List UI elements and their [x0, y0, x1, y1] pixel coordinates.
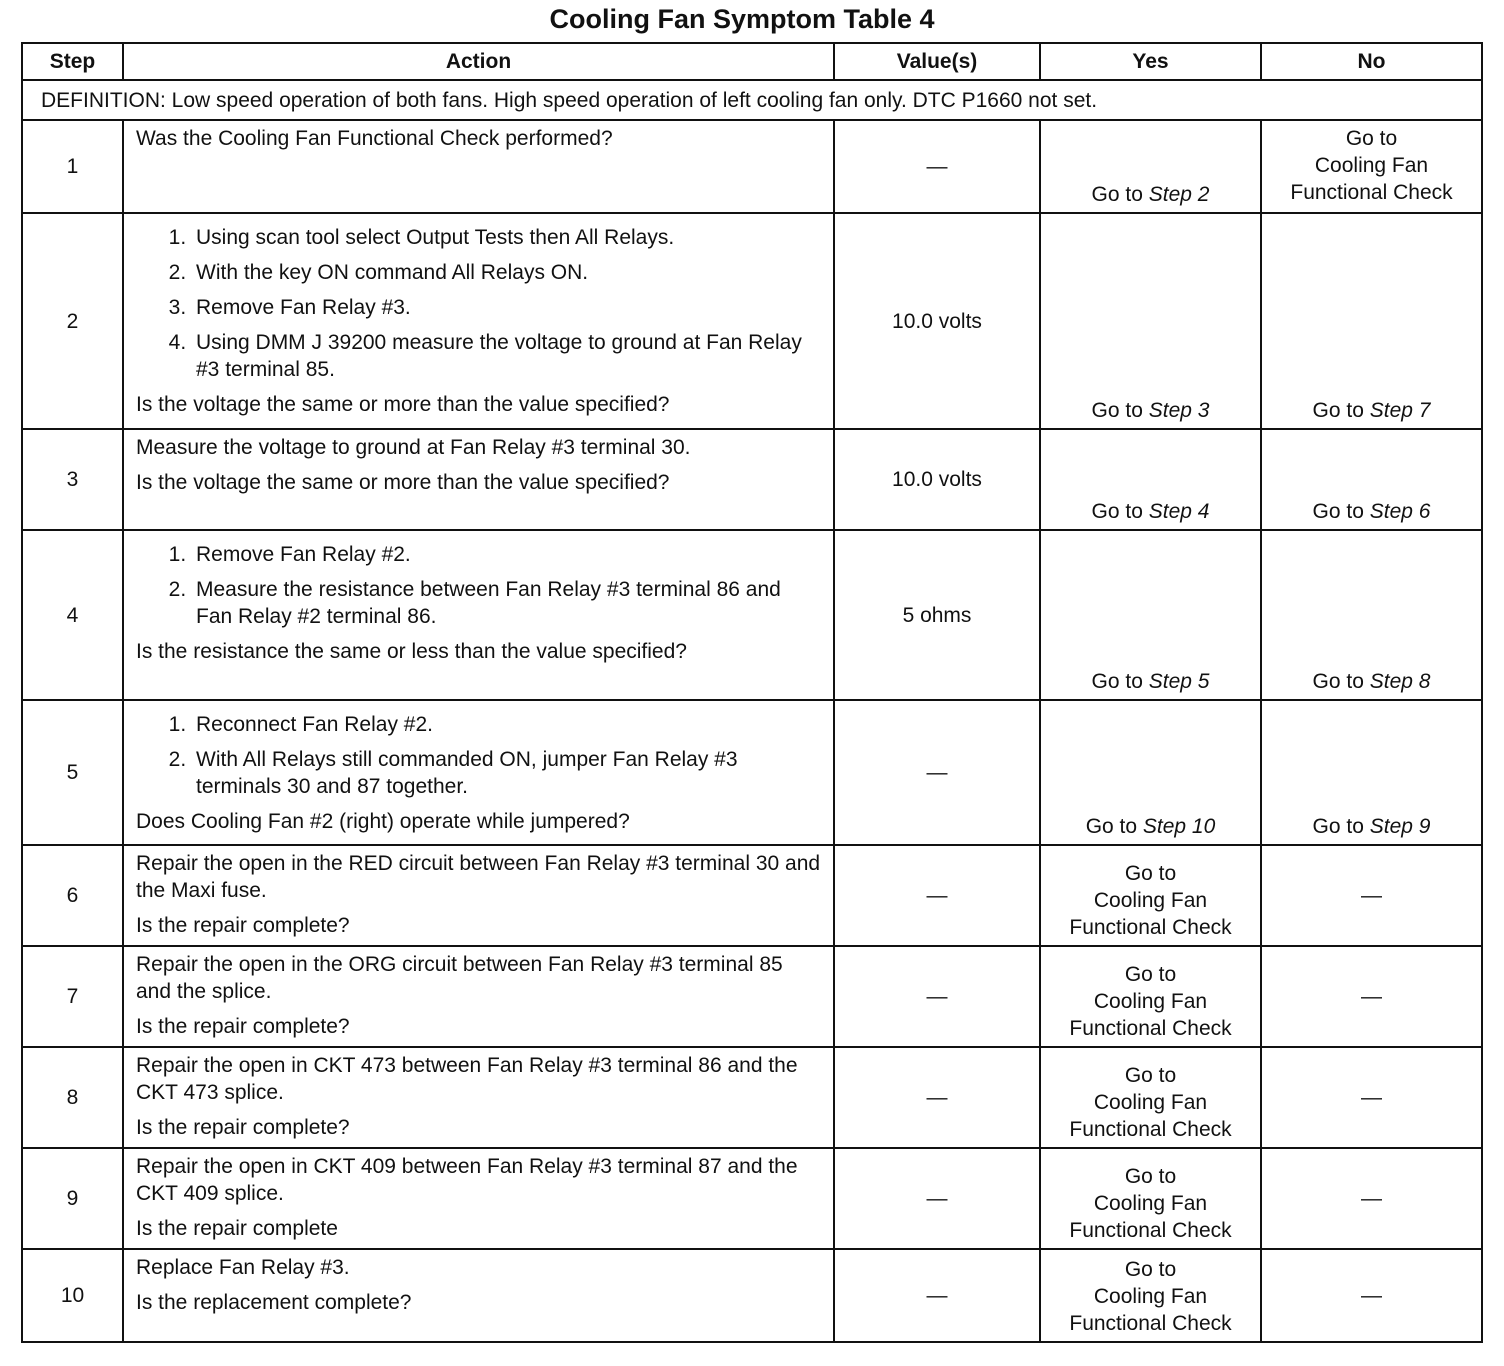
yes-cell	[1040, 1148, 1261, 1249]
action-cell	[123, 845, 834, 946]
action-question: Is the replacement complete?	[136, 1291, 412, 1314]
action-question: Is the repair complete?	[136, 1116, 350, 1139]
no-prefix: Go to	[1312, 815, 1370, 838]
action-step-item: 2. With All Relays still commanded ON, jumper Fan Relay #3 terminals 30 and 87 together.	[192, 746, 821, 800]
value-cell: 10.0 volts	[834, 429, 1040, 530]
step-number: 4	[22, 530, 123, 700]
yes-line: Cooling Fan	[1093, 1192, 1208, 1215]
yes-line: Cooling Fan	[1093, 1285, 1208, 1308]
action-step-item: 1. Using scan tool select Output Tests then All Relays.	[192, 224, 821, 251]
no-cell	[1261, 700, 1482, 845]
yes-step-link: Step 3	[1148, 399, 1210, 422]
yes-line: Cooling Fan	[1093, 889, 1208, 912]
yes-cell	[1040, 530, 1261, 700]
action-question: Is the repair complete?	[136, 914, 350, 937]
value-cell: —	[834, 946, 1040, 1047]
yes-cell	[1040, 700, 1261, 845]
yes-step-link: Step 5	[1148, 670, 1210, 693]
header-yes: Yes	[1040, 43, 1261, 80]
no-cell	[1261, 213, 1482, 429]
step-number: 9	[22, 1148, 123, 1249]
yes-line: Go to	[1124, 862, 1177, 885]
header-row	[22, 43, 1482, 80]
action-question: Is the voltage the same or more than the value specified?	[136, 393, 670, 416]
yes-line: Go to	[1124, 1064, 1177, 1087]
action-cell	[123, 213, 834, 429]
header-no: No	[1261, 43, 1482, 80]
step-number: 2	[22, 213, 123, 429]
yes-step-link: Step 10	[1142, 815, 1216, 838]
action-step-item: 1. Remove Fan Relay #2.	[192, 541, 821, 568]
yes-prefix: Go to	[1091, 670, 1149, 693]
yes-line: Go to	[1124, 1165, 1177, 1188]
table-row	[22, 845, 1482, 946]
step-number: 1	[22, 120, 123, 213]
no-cell	[1261, 530, 1482, 700]
action-text: Replace Fan Relay #3.	[136, 1256, 350, 1279]
no-cell: —	[1261, 1047, 1482, 1148]
table-row	[22, 1249, 1482, 1342]
table-row	[22, 530, 1482, 700]
table-row	[22, 1148, 1482, 1249]
action-steps	[136, 711, 821, 800]
action-text: Repair the open in CKT 409 between Fan Relay #3 terminal 87 and the CKT 409 splice.	[136, 1155, 798, 1205]
no-prefix: Go to	[1312, 399, 1370, 422]
action-steps	[136, 224, 821, 383]
table-row	[22, 1047, 1482, 1148]
value-cell: 5 ohms	[834, 530, 1040, 700]
table-row	[22, 213, 1482, 429]
action-question: Is the voltage the same or more than the value specified?	[136, 471, 670, 494]
no-cell: —	[1261, 1249, 1482, 1342]
value-cell: —	[834, 1047, 1040, 1148]
yes-cell	[1040, 213, 1261, 429]
action-question: Is the repair complete?	[136, 1015, 350, 1038]
action-question: Is the resistance the same or less than the value specified?	[136, 640, 687, 663]
table-row	[22, 946, 1482, 1047]
yes-line: Functional Check	[1069, 916, 1232, 939]
action-cell	[123, 429, 834, 530]
yes-step-link: Step 4	[1148, 500, 1210, 523]
value-cell: —	[834, 845, 1040, 946]
yes-cell	[1040, 120, 1261, 213]
action-cell	[123, 700, 834, 845]
no-cell	[1261, 429, 1482, 530]
table-title: Cooling Fan Symptom Table 4	[549, 4, 935, 34]
yes-prefix: Go to	[1091, 500, 1149, 523]
yes-line: Go to	[1124, 963, 1177, 986]
table-row	[22, 120, 1482, 213]
yes-prefix: Go to	[1091, 183, 1149, 206]
yes-cell	[1040, 429, 1261, 530]
step-number: 8	[22, 1047, 123, 1148]
action-text: Was the Cooling Fan Functional Check performed?	[136, 127, 613, 150]
header-values: Value(s)	[834, 43, 1040, 80]
table-row	[22, 700, 1482, 845]
yes-prefix: Go to	[1085, 815, 1143, 838]
action-question: Does Cooling Fan #2 (right) operate while jumpered?	[136, 810, 630, 833]
action-cell	[123, 120, 834, 213]
action-step-item: 1. Reconnect Fan Relay #2.	[192, 711, 821, 738]
action-cell	[123, 1148, 834, 1249]
yes-line: Cooling Fan	[1093, 990, 1208, 1013]
yes-cell	[1040, 845, 1261, 946]
action-cell	[123, 1047, 834, 1148]
step-number: 3	[22, 429, 123, 530]
action-text: Repair the open in the ORG circuit between Fan Relay #3 terminal 85 and the splice.	[136, 953, 783, 1003]
yes-line: Functional Check	[1069, 1118, 1232, 1141]
value-cell: 10.0 volts	[834, 213, 1040, 429]
yes-line: Functional Check	[1069, 1312, 1232, 1335]
value-cell: —	[834, 1249, 1040, 1342]
action-cell	[123, 530, 834, 700]
yes-line: Go to	[1124, 1258, 1177, 1281]
value-cell: —	[834, 1148, 1040, 1249]
yes-line: Functional Check	[1069, 1017, 1232, 1040]
no-step-link: Step 8	[1369, 670, 1431, 693]
action-cell	[123, 1249, 834, 1342]
no-line: Functional Check	[1290, 181, 1453, 204]
no-step-link: Step 7	[1369, 399, 1431, 422]
no-prefix: Go to	[1312, 500, 1370, 523]
no-step-link: Step 6	[1369, 500, 1431, 523]
header-step: Step	[22, 43, 123, 80]
yes-cell	[1040, 1047, 1261, 1148]
yes-line: Functional Check	[1069, 1219, 1232, 1242]
no-prefix: Go to	[1312, 670, 1370, 693]
action-step-item: 4. Using DMM J 39200 measure the voltage to ground at Fan Relay #3 terminal 85.	[192, 329, 821, 383]
action-step-item: 2. Measure the resistance between Fan Relay #3 terminal 86 and Fan Relay #2 terminal 86.	[192, 576, 821, 630]
step-number: 7	[22, 946, 123, 1047]
yes-cell	[1040, 1249, 1261, 1342]
action-steps	[136, 541, 821, 630]
no-cell	[1261, 120, 1482, 213]
yes-cell	[1040, 946, 1261, 1047]
no-cell: —	[1261, 1148, 1482, 1249]
step-number: 6	[22, 845, 123, 946]
action-step-item: 2. With the key ON command All Relays ON.	[192, 259, 821, 286]
value-cell: —	[834, 700, 1040, 845]
step-number: 10	[22, 1249, 123, 1342]
symptom-table	[21, 42, 1483, 1343]
no-step-link: Step 9	[1369, 815, 1431, 838]
no-cell: —	[1261, 946, 1482, 1047]
definition-text: DEFINITION: Low speed operation of both fans. High speed operation of left cooling fan only. DTC P1660 not set.	[22, 80, 1482, 120]
action-text: Repair the open in the RED circuit between Fan Relay #3 terminal 30 and the Maxi fuse.	[136, 852, 821, 902]
action-text: Repair the open in CKT 473 between Fan Relay #3 terminal 86 and the CKT 473 splice.	[136, 1054, 798, 1104]
definition-row	[22, 80, 1482, 120]
no-line: Go to	[1345, 127, 1398, 150]
step-number: 5	[22, 700, 123, 845]
action-text: Measure the voltage to ground at Fan Relay #3 terminal 30.	[136, 436, 691, 459]
action-cell	[123, 946, 834, 1047]
header-action: Action	[123, 43, 834, 80]
action-question: Is the repair complete	[136, 1217, 338, 1240]
action-step-item: 3. Remove Fan Relay #3.	[192, 294, 821, 321]
no-line: Cooling Fan	[1314, 154, 1429, 177]
no-cell: —	[1261, 845, 1482, 946]
value-cell: —	[834, 120, 1040, 213]
yes-prefix: Go to	[1091, 399, 1149, 422]
table-row	[22, 429, 1482, 530]
yes-line: Cooling Fan	[1093, 1091, 1208, 1114]
yes-step-link: Step 2	[1148, 183, 1210, 206]
